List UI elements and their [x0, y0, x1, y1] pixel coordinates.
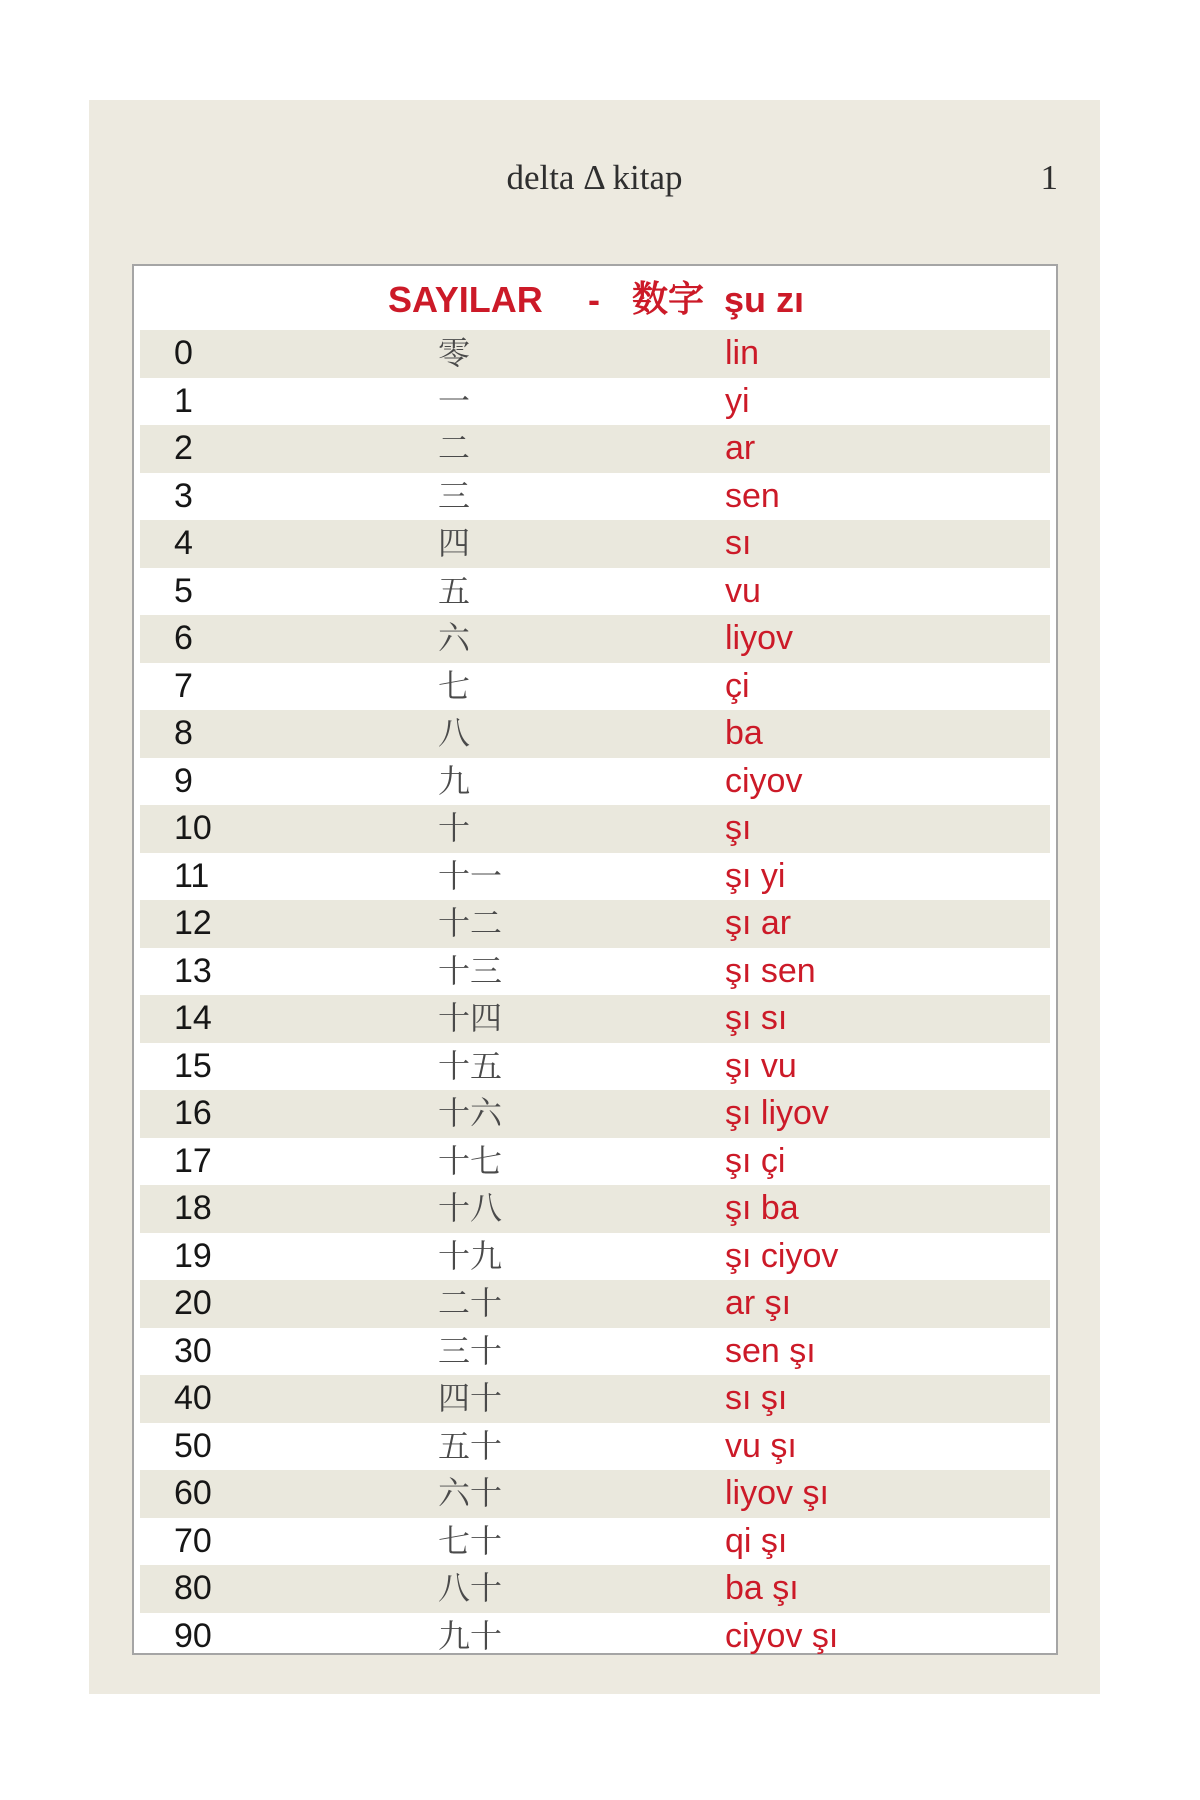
reading-cell: vu şı	[725, 1426, 797, 1465]
reading-cell: şı ar	[725, 904, 792, 942]
numbers-table	[132, 264, 1058, 1655]
table-row	[140, 948, 1050, 996]
reading-cell: şı çi	[725, 1141, 786, 1180]
table-row	[140, 1328, 1050, 1376]
number-cell: 14	[174, 999, 212, 1037]
number-cell: 40	[174, 1379, 212, 1417]
table-row	[140, 758, 1050, 806]
reading-cell: lin	[725, 334, 760, 372]
table-row	[140, 1185, 1050, 1233]
reading-cell: sı	[725, 524, 752, 562]
reading-cell: ba şı	[725, 1569, 799, 1607]
number-cell: 16	[174, 1094, 212, 1132]
table-row	[140, 663, 1050, 711]
book-title: delta Δ kitap	[506, 158, 683, 197]
reading-cell: ar şı	[725, 1284, 792, 1322]
number-cell: 7	[174, 666, 193, 705]
hanzi-cell: 八	[438, 714, 471, 752]
reading-cell: şı yi	[725, 856, 786, 895]
table-title: SAYILAR	[388, 279, 543, 320]
table-row	[140, 1613, 1050, 1661]
hanzi-cell: 三	[438, 476, 471, 515]
reading-cell: qi şı	[725, 1521, 788, 1560]
hanzi-cell: 十七	[438, 1141, 503, 1180]
hanzi-cell: 十四	[438, 999, 503, 1037]
table-row	[140, 1233, 1050, 1281]
reading-cell: şı liyov	[725, 1094, 829, 1132]
number-cell: 19	[174, 1236, 212, 1275]
number-cell: 13	[174, 951, 212, 990]
reading-cell: vu	[725, 571, 761, 610]
reading-cell: çi	[725, 666, 750, 705]
number-cell: 10	[174, 809, 212, 847]
number-cell: 12	[174, 904, 212, 942]
table-row	[140, 1375, 1050, 1423]
table-row	[140, 615, 1050, 663]
reading-cell: şı vu	[725, 1046, 797, 1085]
table-rows	[140, 330, 1050, 1660]
hanzi-cell: 十一	[438, 856, 503, 895]
reading-cell: sen şı	[725, 1331, 816, 1370]
hanzi-cell: 九	[438, 761, 471, 800]
reading-cell: şı ba	[725, 1189, 799, 1227]
number-cell: 0	[174, 334, 193, 372]
hanzi-cell: 二十	[438, 1284, 503, 1322]
hanzi-cell: 五	[438, 571, 471, 610]
hanzi-cell: 七十	[438, 1521, 503, 1560]
number-cell: 1	[174, 381, 193, 420]
number-cell: 9	[174, 761, 193, 800]
hanzi-cell: 六	[438, 619, 471, 657]
number-cell: 60	[174, 1474, 212, 1512]
hanzi-cell: 七	[438, 666, 471, 705]
hanzi-cell: 八十	[438, 1569, 503, 1607]
table-row	[140, 473, 1050, 521]
table-row	[140, 330, 1050, 378]
table-row	[140, 1518, 1050, 1566]
table-row	[140, 900, 1050, 948]
number-cell: 70	[174, 1521, 212, 1560]
reading-cell: liyov	[725, 619, 794, 657]
number-cell: 50	[174, 1426, 212, 1465]
hanzi-cell: 九十	[438, 1616, 503, 1655]
number-cell: 6	[174, 619, 193, 657]
table-row	[140, 710, 1050, 758]
reading-cell: şı	[725, 809, 752, 847]
table-row	[140, 520, 1050, 568]
hanzi-cell: 十	[438, 809, 471, 847]
number-cell: 11	[174, 856, 210, 895]
number-cell: 18	[174, 1189, 212, 1227]
reading-cell: şı sı	[725, 999, 788, 1037]
table-row	[140, 1090, 1050, 1138]
number-cell: 3	[174, 476, 193, 515]
hanzi-cell: 一	[438, 381, 471, 420]
page-number: 1	[1040, 158, 1058, 197]
table-row	[140, 1138, 1050, 1186]
number-cell: 15	[174, 1046, 212, 1085]
table-heading	[140, 270, 1050, 330]
reading-cell: ba	[725, 714, 763, 752]
hanzi-cell: 六十	[438, 1474, 503, 1512]
number-cell: 20	[174, 1284, 212, 1322]
reading-cell: sen	[725, 476, 780, 515]
hanzi-cell: 十三	[438, 951, 503, 990]
hanzi-cell: 十五	[438, 1046, 503, 1085]
table-row	[140, 568, 1050, 616]
table-row	[140, 1470, 1050, 1518]
table-row	[140, 805, 1050, 853]
table-row	[140, 1043, 1050, 1091]
hanzi-cell: 四	[438, 524, 471, 562]
book-page	[89, 100, 1100, 1694]
hanzi-cell: 零	[438, 334, 471, 372]
reading-cell: yi	[725, 381, 750, 420]
table-row	[140, 1280, 1050, 1328]
reading-cell: şı sen	[725, 951, 816, 990]
table-row	[140, 1423, 1050, 1471]
reading-cell: ciyov şı	[725, 1616, 839, 1655]
number-cell: 80	[174, 1569, 212, 1607]
hanzi-cell: 二	[438, 429, 471, 467]
hanzi-cell: 十九	[438, 1236, 503, 1275]
table-row	[140, 995, 1050, 1043]
number-cell: 17	[174, 1141, 212, 1180]
table-row	[140, 1565, 1050, 1613]
hanzi-cell: 五十	[438, 1426, 503, 1465]
reading-cell: sı şı	[725, 1379, 788, 1417]
hanzi-cell: 三十	[438, 1331, 503, 1370]
table-row	[140, 378, 1050, 426]
number-cell: 30	[174, 1331, 212, 1370]
hanzi-cell: 十六	[438, 1094, 503, 1132]
number-cell: 2	[174, 429, 193, 467]
hanzi-cell: 十八	[438, 1189, 503, 1227]
table-row	[140, 853, 1050, 901]
number-cell: 90	[174, 1616, 212, 1655]
table-title-reading: şu zı	[724, 279, 805, 320]
reading-cell: liyov şı	[725, 1474, 829, 1512]
number-cell: 8	[174, 714, 193, 752]
reading-cell: ciyov	[725, 761, 803, 800]
running-head	[89, 156, 1100, 200]
table-row	[140, 425, 1050, 473]
reading-cell: şı ciyov	[725, 1236, 839, 1275]
hanzi-cell: 四十	[438, 1379, 503, 1417]
table-title-dash: -	[588, 279, 600, 320]
hanzi-cell: 十二	[438, 904, 503, 942]
number-cell: 4	[174, 524, 193, 562]
table-title-hanzi: 数字	[632, 279, 705, 320]
number-cell: 5	[174, 571, 193, 610]
reading-cell: ar	[725, 429, 756, 467]
